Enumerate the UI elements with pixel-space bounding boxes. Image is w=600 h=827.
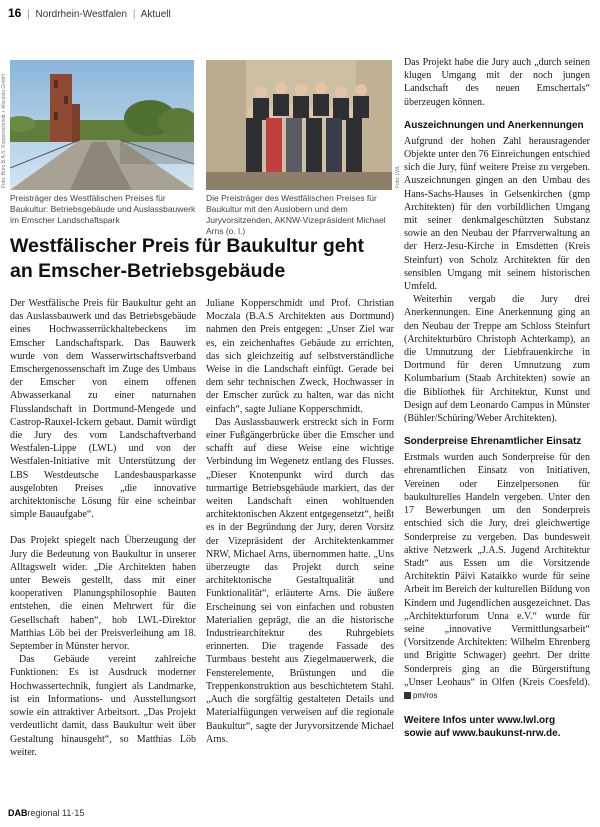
article-column-2 bbox=[206, 297, 394, 746]
col3-paragraph-2: Weiterhin vergab die Jury drei Anerkennungen. Eine Anerkennung ging an den Neubau der Treppe am Schloss Steinfurt (Architekturbüro Christoph Achterkamp), an die Umnutzung der Liebfrauenkirche in Dortmund für deren Umnutzung zum Kolumbarium (Staab Architekten) sowie an die Bibliothek für Architektur, Kunst und Design auf dem Leonardo Campus in Münster (Bühler/Schüring/Weber Architekten). bbox=[404, 294, 590, 425]
header-separator: | bbox=[132, 9, 136, 20]
end-mark-icon bbox=[404, 692, 411, 699]
page-header bbox=[8, 6, 171, 20]
footer-brand-bold: DAB bbox=[8, 808, 28, 818]
article-column-1 bbox=[10, 297, 196, 759]
col2-paragraph-2: Das Auslassbauwerk erstreckt sich in Form einer Fußgängerbrücke über die Emscher und schafft auf diese Weise eine wichtige Verbindung im Wegenetz entlang des Flusses. „Dieser Knotenpunkt wird durch das turmartige Betriebsgebäude markiert, das der weiten Landschaft einen wohltuenden architektonischen Akzent entgegensetzt“, heißt es in der Begründung der Jury, deren Vorsitz der Vizepräsident der Architektenkammer NRW, Michael Arns, übernommen hatte. „Uns überzeugte das Projekt durch seine architektonische Gestaltqualität und Funktionalität“, erläuterte Arns. Die äußere Erscheinung sei von einfachen und robusten Materialien geprägt, die an die historische Industriearchitektur des Ruhrgebiets erinnerten. Die tragende Fassade des Turmbaus besteht aus Ziegelmauerwerk, die Fensterelemente, Brüstungen und die Treppenkonstruktion aus beschichtetem Stahl. „Auch die sorgfältig gestalteten Details und Materialfügungen verweisen auf die regionale Baukultur“, sagte der Juryvorsitzende Michael Arns. bbox=[206, 416, 394, 745]
header-separator: | bbox=[27, 9, 30, 20]
col3-intro: Das Projekt habe die Jury auch „durch seinen klugen Umgang mit der noch jungen Landschaft des neuen Emschertals“ überzeugen können. bbox=[404, 57, 590, 108]
col3-paragraph-1: Aufgrund der hohen Zahl herausragender Objekte unter den 76 Einreichungen entschied sich die Jury, fünf weitere Preise zu vergeben. Auszeichnungen gingen an den Umbau des Hans-Sachs-Hauses in Gelsenkirchen (gmp Architekten) für den vorbildlichen Umgang mit seiner denkmalgeschützten Substanz sowie an den Neubau der Pfarrverwaltung an der Herz-Jesu-Kirche in Emsdetten (Kreis Steinfurt) von Scholz Architekten für den sensiblen Umgang mit seinem historischen Umfeld. bbox=[404, 135, 590, 293]
article-headline: Westfälischer Preis für Baukultur geht an Emscher-Betriebsgebäude bbox=[10, 235, 364, 282]
col1-paragraph-1: Der Westfälische Preis für Baukultur geht an das Auslassbauwerk und das Betriebsgebäude eines Hochwasserrückhaltebeckens im Emscher Landschaftspark. Das Bauwerk wurde von dem Wasserwirtschaftsverband Emschergenossenschaft im Zuge des Umbaus der Emscher von einem offenen Abwasserkanal zu einer naturnahen Flusslandschaft in Dortmund-Mengede und Castrop-Rauxel-Ickern gebaut. Damit würdigt die Jury des vom Landschaftverband Westfalen-Lippe (LWL) und von der Westfalen-Initiative mit Unterstützung der LBS Westdeutsche Landesbausparkasse ausgelobten Preises „die innovative architektonische Lösung für eine scheinbar simple Bauaufgabe“. bbox=[10, 298, 196, 521]
info-links bbox=[404, 714, 590, 740]
photo-preistraeger bbox=[206, 60, 392, 190]
col1-paragraph-2: Das Projekt spiegelt nach Überzeugung der Jury die Bedeutung von Baukultur in unserer Alltagswelt wider. „Die Architekten haben unter Beweis gestellt, dass mit einer kooperativen Planungsphilosophie Bauten entstehen, die einen Mehrwert für die Gesellschaft haben“, hob LWL-Direktor Matthias Löb bei der Preisverleihung am 18. September in Münster hervor. bbox=[10, 535, 196, 653]
col1-paragraph-3: Das Gebäude vereint zahlreiche Funktionen: Es ist Ausdruck moderner Hochwassertechnik, fungiert als Landmarke, ist ein Informations- und Ausstellungsort sowie ein attraktiver Arbeitsort. „Das Projekt verdeutlicht damit, dass Baukultur weit über Gestaltung hinausgeht“, so Matthias Löb weiter. bbox=[10, 654, 196, 758]
col2-paragraph-1: Juliane Kopperschmidt und Prof. Christian Moczala (B.A.S Architekten aus Dortmund) nahmen den Preis entgegen: „Unser Ziel war es, ein zeichenhaftes Gebäude zu errichten, das sich gleichzeitig auf selbstverständliche Weise in die Landschaft einfügt. Gerade bei dem sehr technischen Zweck, Hochwasser in der Emscher zurück zu halten, war das nicht einfach“, sagte Juliane Kopperschmidt. bbox=[206, 298, 394, 415]
info-line-baukunst: sowie auf www.baukunst-nrw.de. bbox=[404, 728, 561, 740]
page-number: 16 bbox=[8, 6, 22, 20]
caption-right: Die Preisträger des Westfälischen Preises für Baukultur mit den Auslobern und dem Juryvorsitzenden, AKNW-Vizepräsident Michael Arns (o. l.) bbox=[206, 193, 386, 236]
footer-issue: 11·15 bbox=[62, 808, 85, 818]
footer-brand-rest: regional bbox=[27, 808, 60, 818]
caption-left: Preisträger des Westfälischen Preises für Baukultur: Betriebsgebäude und Auslassbauwerk im Emscher Landschaftspark bbox=[10, 193, 196, 225]
info-line-lwl: Weitere Infos unter www.lwl.org bbox=[404, 715, 556, 727]
col3-paragraph-3 bbox=[404, 451, 590, 702]
article-column-3 bbox=[404, 56, 590, 740]
photo-credit-left: Foto: Büro B.A.S. Kopperschmidt + Moczala GmbH bbox=[1, 74, 7, 188]
section-heading-auszeichnungen: Auszeichnungen und Anerkennungen bbox=[404, 119, 584, 131]
photo-betriebsgebaeude bbox=[10, 60, 194, 190]
group-photo-illustration bbox=[206, 60, 392, 190]
author-signature bbox=[404, 691, 437, 700]
header-section: Nordrhein-Westfalen bbox=[35, 9, 128, 20]
header-category: Aktuell bbox=[140, 9, 171, 20]
photo-credit-right: Foto: LWL bbox=[395, 165, 401, 188]
page-footer bbox=[8, 808, 84, 818]
tower-illustration bbox=[10, 60, 194, 190]
signature-text: pm/ros bbox=[413, 690, 438, 700]
col3-paragraph-3-text: Erstmals wurden auch Sonderpreise für den ehrenamtlichen Einsatz von Initiativen, Vereinen oder Einzelpersonen für baukulturelles Handeln vergeben. Unter den 17 Bewerbungen um den Sonderpreis entschied sich die Jury, drei gleichwertige Sonderpreise zu vergeben. Das bundesweit aktive Netzwerk „J.A.S. Jugend Architektur Stadt“ aus Essen um die Vorsitzende Architektin Päivi Kataikko wurde für seine Arbeit im Bereich der kulturellen Bildung von Kindern und Jugendlichen ausgezeichnet. Das „Architekturforum Unna e.V.“ wurde für seine „innovative Vermittlungsarbeit“ (Vorsitzende Architekten: Wilhelm Ehrenberg und Brigitte Schwager) geehrt. Der dritte Sonderpreis ging an die Bürgerstiftung „Unser Leohaus“ in Olfen (Kreis Coesfeld). bbox=[404, 452, 590, 688]
section-heading-sonderpreise: Sonderpreise Ehrenamtlicher Einsatz bbox=[404, 436, 582, 448]
